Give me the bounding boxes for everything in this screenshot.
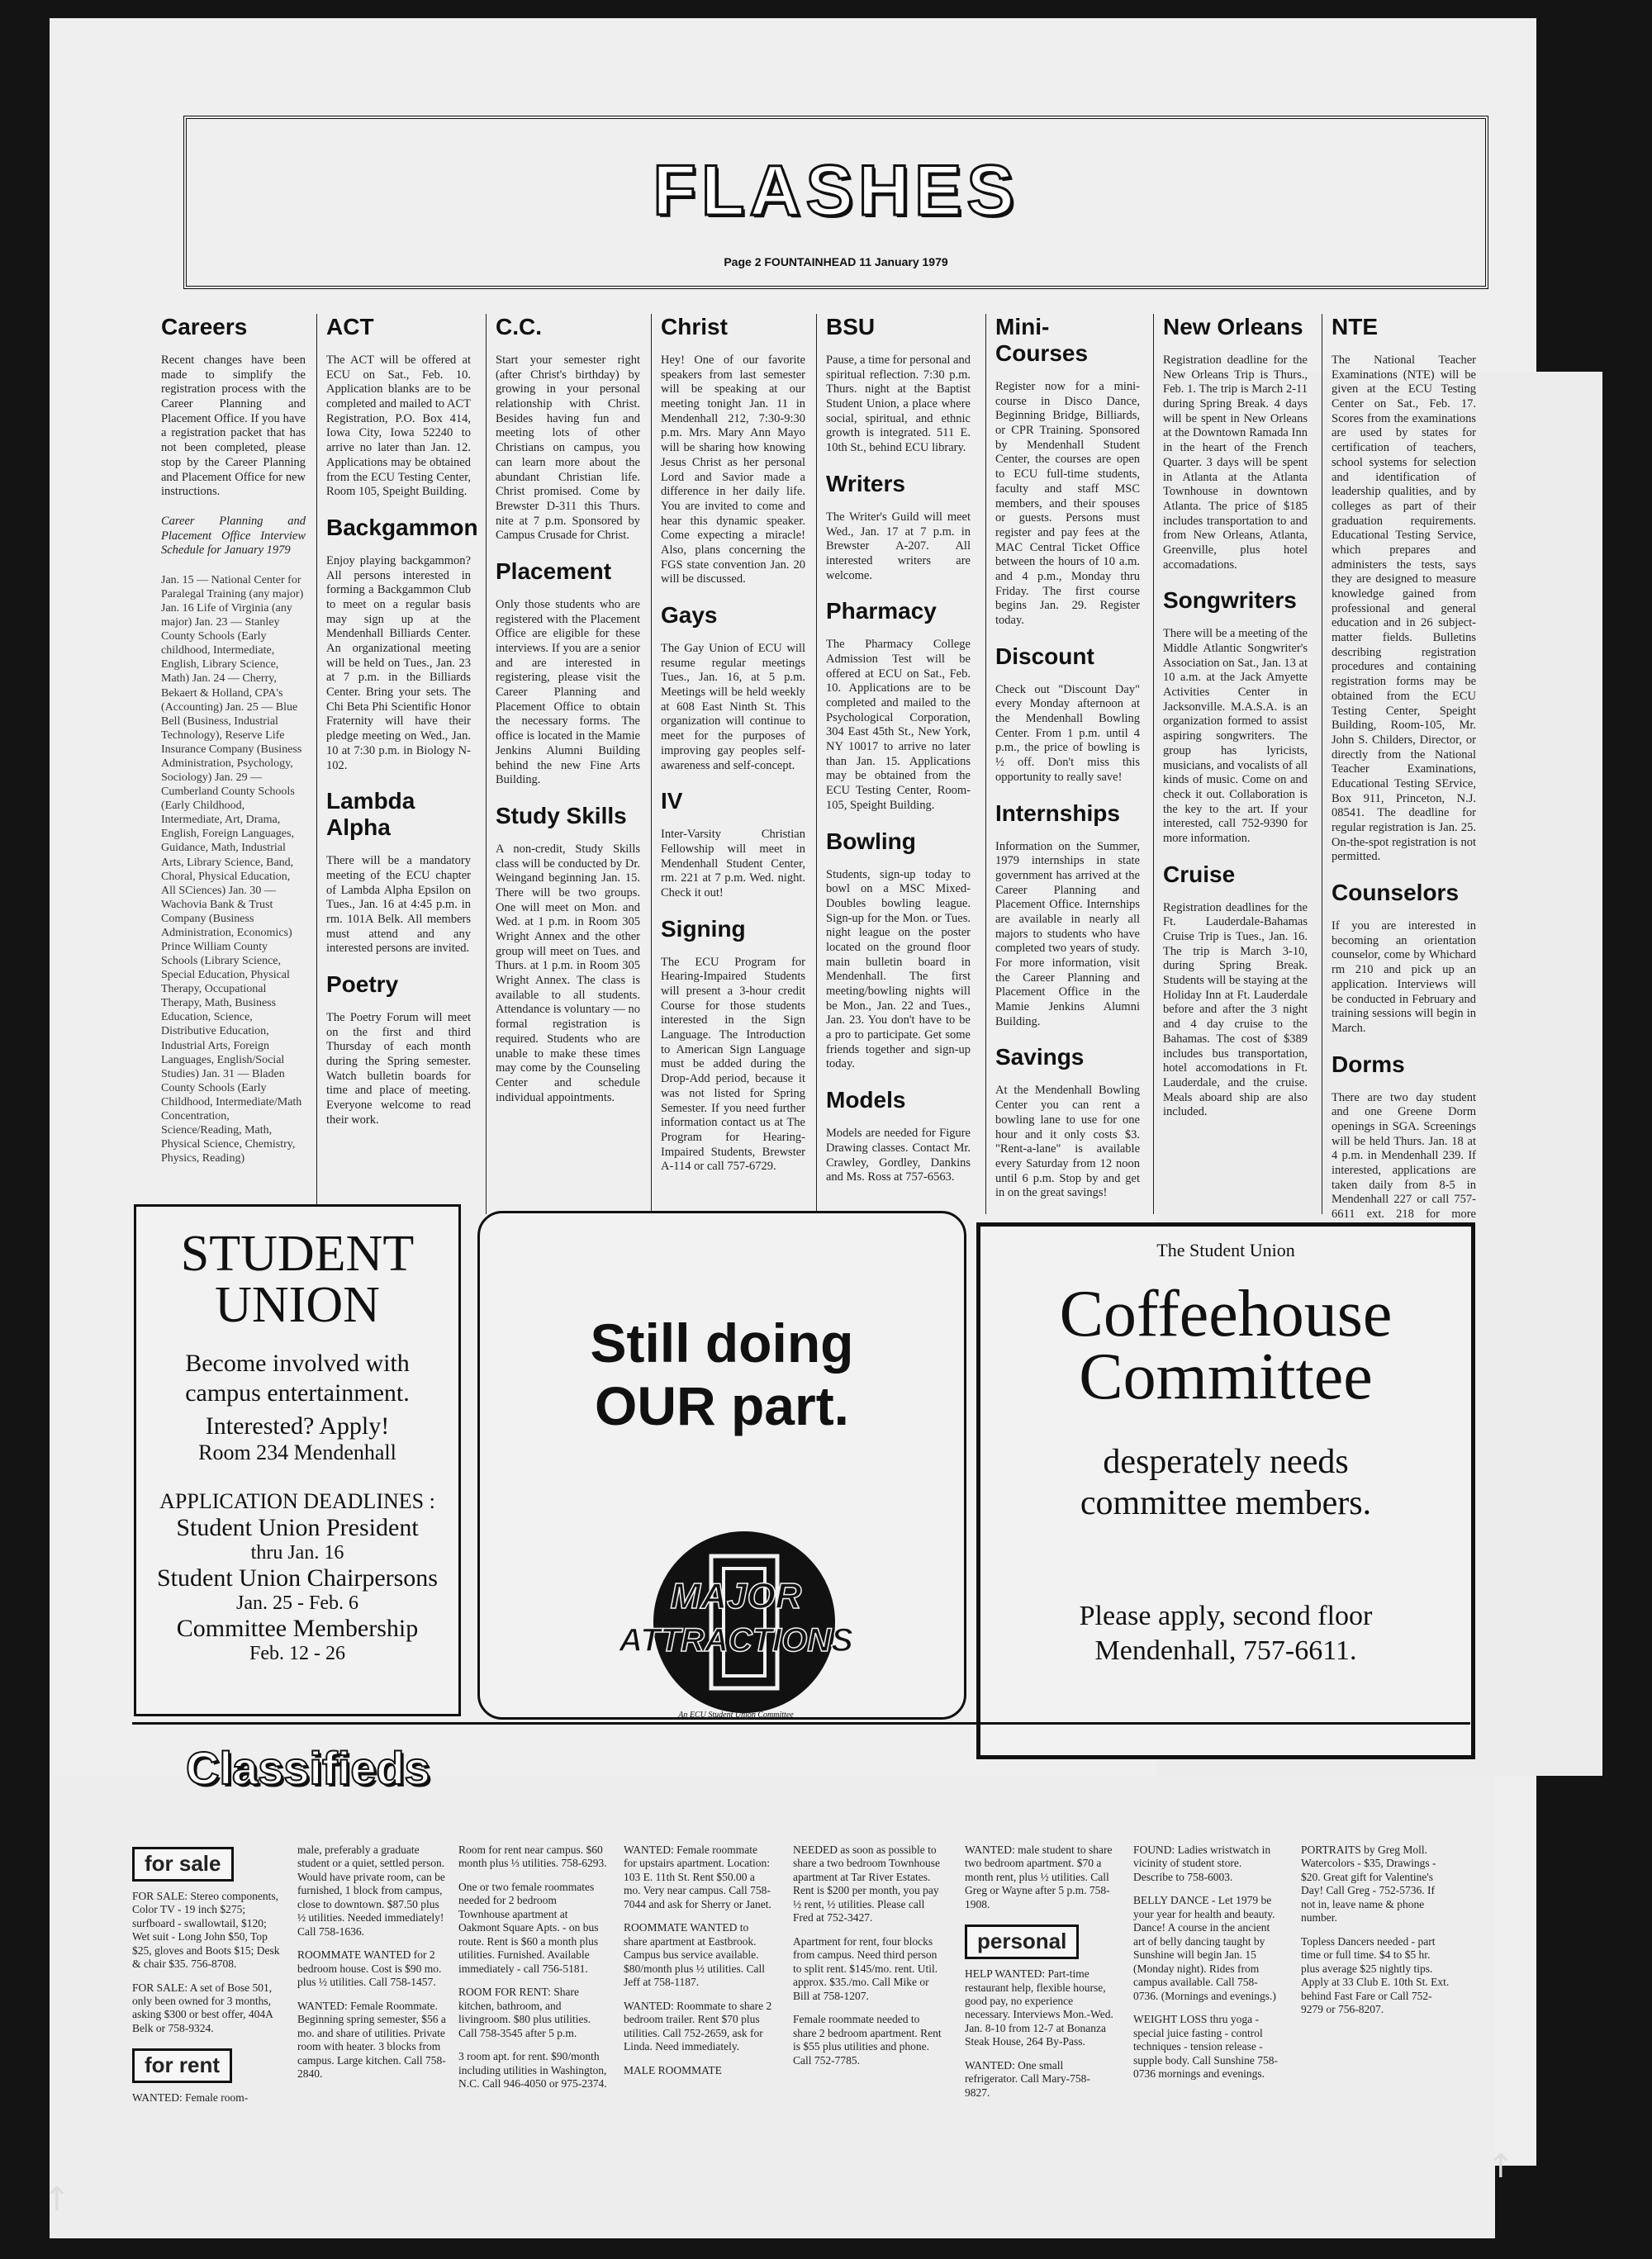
article-headline: Placement	[496, 558, 612, 584]
article-body: There will be a meeting of the Middle Atlantic Songwriter's Association on Sat., Jan. 13 at 10 a.m. at the Jack Amyette Activities Center in Jacksonville. M.A.S.A. is an organization formed to assist aspiring songwriters. The group has lyricists, musicians, and vocalists of all kinds of music. Come on and check it out. Collaboration is the key to the art. If your interested, call 752-9390 for more information.	[1163, 627, 1308, 845]
article-body: The Gay Union of ECU will resume regular meetings Tues., Jan. 16, at 5 p.m. Meetings will be held weekly at 608 East Ninth St. This organization will continue to meet for the purposes of improving gay peoples self-awareness and self-concept.	[661, 642, 805, 772]
ad-line: Committee Membership	[176, 1614, 419, 1642]
article-headline: Bowling	[826, 828, 916, 854]
ad-line: Student Union Chairpersons	[157, 1564, 438, 1592]
classified-ad: Female roommate needed to share 2 bedroom apartment. Rent is $55 plus utilities and phone. Call 752-7785.	[793, 2013, 942, 2067]
news-column	[1332, 314, 1476, 1222]
classified-column	[297, 1844, 446, 2116]
article-body: The ACT will be offered at ECU on Sat., Feb. 10. Application blanks are to be completed and mailed to ACT Registration, P.O. Box 414, Iowa City, Iowa 52240 to arrive no later than Jan. 12. Applications may be obtained from the ECU Testing Center, Room 105, Speight Building.	[326, 354, 471, 499]
classified-column	[624, 1844, 772, 2116]
article-body: Enjoy playing backgammon? All persons interested in forming a Backgammon Club to meet on a regular basis may sign up at the Mendenhall Billiards Center. An organizational meeting will be held on Tues., Jan. 23 at 7 p.m. in the Billiards Center. Bring your sets. The Chi Beta Phi Scientific Honor Fraternity will have their pledge meeting on Wed., Jan. 10 at 7:30 p.m. in Biology N-102.	[326, 553, 471, 772]
article-body: Check out "Discount Day" every Monday afternoon at the Mendenhall Bowling Center. From 1 p.m. until 4 p.m., the price of bowling is ½ off. Don't miss this opportunity to really save!	[995, 682, 1140, 784]
article-headline: Study Skills	[496, 802, 627, 828]
article-headline: Savings	[995, 1044, 1085, 1070]
major-attractions-ad	[477, 1211, 966, 1720]
classified-ad: ROOMMATE WANTED to share apartment at Eastbrook. Campus bus service available. $80/month plus ½ utilities. Call Jeff at 758-1187.	[624, 1921, 766, 1989]
ad-line: UNION	[215, 1277, 380, 1333]
article-body: Only those students who are registered with the Placement Office are eligible for these interviews. If you are a senior and are interested in registering, please visit the Career Planning and Placement Office to obtain the necessary forms. The office is located in the Mamie Jenkins Alumni Building behind the new Fine Arts Building.	[496, 597, 640, 787]
article-headline: Backgammon	[326, 514, 478, 540]
arrow-icon: ↑	[1487, 2147, 1515, 2185]
article-headline: Poetry	[326, 971, 399, 997]
column-rule	[651, 314, 652, 1214]
article-body: The ECU Program for Hearing-Impaired Students will present a 3-hour credit Course for those students interested in the Sign Language. The Introduction to American Sign Language must be added during the Drop-Add period, because it was not listed for Spring Semester. If you need further information contact us at The Program for Hearing-Impaired Students, Brewster A-114 or call 757-6729.	[661, 955, 805, 1174]
ad-line: committee members.	[1080, 1484, 1372, 1523]
for-rent-label: for rent	[132, 2048, 232, 2083]
article-body: There will be a mandatory meeting of the ECU chapter of Lambda Alpha Epsilon on Tues., Jan. 16 at 4:45 p.m. in rm. 101A Belk. All members must attend and any interested persons are invited.	[326, 854, 471, 956]
article-headline: IV	[661, 788, 683, 814]
ad-line: Jan. 25 - Feb. 6	[236, 1592, 358, 1615]
news-column	[995, 314, 1140, 1206]
page-dateline: Page 2 FOUNTAINHEAD 11 January 1979	[724, 255, 948, 268]
ad-line: desperately needs	[1103, 1443, 1349, 1481]
article-body: Start your semester right (after Christ's birthday) by growing in your personal relationship with Christ. Besides having fun and meeting lots of other Christians on campus, you can learn more about the abundant Christian life. Christ promised. Come by Brewster D-311 this Thurs. nite at 7 p.m. Sponsored by Campus Crusade for Christ.	[496, 354, 640, 543]
article-body: Information on the Summer, 1979 internships in state government has arrived at the Career Planning and Placement Office. Internships are available in nearly all majors to students who have completed two years of study. For more information, visit the Career Planning and Placement Office in the Mamie Jenkins Alumni Building.	[995, 839, 1140, 1028]
article-body: Hey! One of our favorite speakers from last semester will be speaking at our meeting tonight Jan. 11 in Mendenhall 212, 7:30-9:30 p.m. Mrs. Mary Ann Mayo will be sharing how knowing Jesus Christ as her personal Lord and Savior made a difference in her daily life. You are invited to come and hear this dynamic speaker. Come expecting a miracle! Also, plans concerning the FGS state convention Jan. 20 will be discussed.	[661, 354, 805, 586]
classified-column	[793, 1844, 942, 2116]
article-headline: Pharmacy	[826, 598, 937, 624]
article-headline: C.C.	[496, 314, 542, 339]
article-headline: Discount	[995, 643, 1094, 669]
column-rule	[816, 314, 817, 1214]
masthead	[183, 116, 1488, 289]
classified-ad: PORTRAITS by Greg Moll. Watercolors - $35, Drawings - $20. Great gift for Valentine's Day! Call Greg - 752-5736. If not in, leave name & phone number.	[1301, 1844, 1436, 1924]
article-body: Students, sign-up today to bowl on a MSC Mixed-Doubles bowling league. Sign-up for the Mon. or Tues. night league on the poster located on the ground floor main bulletin board in Mendenhall. The first meeting/bowling nights will be Mon., Jan. 22 and Tues., Jan. 23. You don't have to be a pro to participate. Get some friends together and sign-up today.	[826, 867, 971, 1071]
classified-ad: HELP WANTED: Part-time restaurant help, flexible hourse, good pay, no experience necessary. Interviews Mon.-Wed. Jan. 8-10 from 12-7 at Bonanza Steak House, 264 By-Pass.	[965, 1967, 1113, 2048]
ad-headline: Still doing	[590, 1312, 854, 1374]
classified-column	[132, 1844, 281, 2116]
article-headline: BSU	[826, 314, 876, 339]
article-headline: Signing	[661, 915, 746, 942]
ad-line: Room 234 Mendenhall	[198, 1440, 396, 1464]
classified-ad: WANTED: Roommate to share 2 bedroom trailer. Rent $70 plus utilities. Call 752-2659, ask for Linda. Need immediately.	[624, 1999, 772, 2053]
article-body: The Writer's Guild will meet Wed., Jan. 17 at 7 p.m. in Brewster A-207. All interested writers are welcome.	[826, 510, 971, 582]
article-body: Models are needed for Figure Drawing classes. Contact Mr. Crawley, Gordley, Dankins and Ms. Ross at 757-6563.	[826, 1127, 971, 1184]
section-title: FLASHES	[653, 151, 1019, 230]
classified-ad: ROOMMATE WANTED for 2 bedroom house. Cost is $90 mo. plus ½ utilities. Call 758-1457.	[297, 1948, 442, 1989]
classified-ad: male, preferably a graduate student or a quiet, settled person. Would have private room, can be furnished, 1 block from campus, close to downtown. $87.50 plus ½ utilities. Needed immediately! Call 758-1636.	[297, 1844, 445, 1938]
svg-text:An ECU Student Union Committee: An ECU Student Union Committee	[678, 1711, 794, 1720]
article-body: Registration deadline for the New Orleans Trip is Thurs., Feb. 1. The trip is March 2-11 during Spring Break. 4 days will be spent in New Orleans at the Downtown Ramada Inn in the heart of the French Quarter. 3 days will be spent in Atlanta at the Atlanta Townhouse in downtown Atlanta. The price of $185 includes transportation to and from New Orleans, Atlanta, Greenville, plus hotel accomadations.	[1163, 354, 1308, 572]
classified-ad: WANTED: Female room-	[132, 2091, 249, 2105]
classified-ad: ROOM FOR RENT: Share kitchen, bathroom, and livingroom. $80 plus utilities. Call 758-3545 after 5 p.m.	[458, 1986, 591, 2039]
article-body: The National Teacher Examinations (NTE) will be given at the ECU Testing Center on Sat., Feb. 17. Scores from the examinations are used by states for certification of teachers, school systems for selection and identification of leadership qualities, and by colleges as part of their graduation requirements. Educational Testing Service, which prepares and administers the tests, says they are designed to measure knowledge gained from professional and general education and in 26 subject-matter fields. Bulletins describing registration procedures and containing registration forms may be obtained from the ECU Testing Center, Speight Building, Room-105, Mr. John S. Childers, Director, or directly from the National Teacher Examinations, Educational Testing SErvice, Box 911, Princeton, N.J. 08541. The deadline for regular registration is Jan. 25. On-the-spot registration is not permitted.	[1332, 354, 1476, 864]
news-column	[496, 314, 640, 1206]
article-body: Jan. 15 — National Center for Paralegal Training (any major) Jan. 16 Life of Virginia (any major) Jan. 23 — Stanley County Schools (Early childhood, Intermediate, English, Library Science, Math) Jan. 24 — Cherry, Bekaert & Holland, CPA's (Accounting) Jan. 25 — Blue Bell (Business, Industrial Technology), Reserve Life Insurance Company (Business Administration, Psychology, Sociology) Jan. 29 — Cumberland County Schools (Early Childhood, Intermediate, Art, Drama, English, Foreign Languages, Guidance, Math, Industrial Arts, Library Science, Band, Choral, Physical Education, All SCiences) Jan. 30 — Wachovia Bank & Trust Company (Business Administration, Economics) Prince William County Schools (Library Science, Special Education, Physical Therapy, Occupational Therapy, Math, Business Education, Science, Distributive Education, Industrial Arts, Foreign Languages, English/Social Studies) Jan. 31 — Bladen County Schools (Early Childhood, Intermediate/Math Concentration, Science/Reading, Math, Physical Science, Chemistry, Physics, Reading)	[161, 573, 304, 1165]
ad-line: Interested? Apply!	[205, 1412, 390, 1440]
classified-ad: FOR SALE: A set of Bose 501, only been owned for 3 months, asking $300 or best offer, 404A Belk or 758-9324.	[132, 1981, 273, 2034]
article-headline: Cruise	[1163, 861, 1236, 887]
article-body: The Poetry Forum will meet on the first and third Thursday of each month during the Spring semester. Watch bulletin boards for time and place of meeting. Everyone welcome to read their work.	[326, 1011, 471, 1127]
ad-line: thru Jan. 16	[250, 1542, 344, 1564]
ad-headline: OUR part.	[594, 1374, 850, 1436]
news-column	[1163, 314, 1308, 1206]
column-rule	[486, 314, 487, 1214]
classified-ad: Topless Dancers needed - part time or full time. $4 to $5 hr. plus average $25 nightly tips. Apply at 33 Club E. 10th St. Ext. behind Fast Fare or Call 752-9279 or 756-8207.	[1301, 1934, 1450, 2016]
classified-column	[1133, 1844, 1282, 2116]
classified-ad: FOR SALE: Stereo components, Color TV - 19 inch $275; surfboard - swallowtail, $120; Wet suit - Long John $50, Top $25, gloves and Boots $15; Desk & chair $35. 756-8708.	[132, 1889, 280, 1971]
for-sale-label: for sale	[132, 1847, 234, 1882]
article-headline: Dorms	[1332, 1051, 1405, 1077]
classified-column	[1301, 1844, 1450, 2116]
ad-headline: Committee	[1079, 1341, 1373, 1413]
article-headline: Careers	[161, 314, 248, 339]
ad-line: STUDENT	[180, 1226, 415, 1282]
ad-line: Please apply, second floor	[1079, 1600, 1373, 1631]
coffeehouse-ad	[976, 1222, 1475, 1759]
classified-column	[458, 1844, 607, 2116]
classified-ad: WANTED: male student to share two bedroom apartment. $70 a month rent, plus ½ utilities. Call Greg or Wayne after 5 p.m. 758-1908.	[965, 1844, 1113, 1910]
ad-line: Become involved with	[185, 1350, 410, 1377]
article-headline: Internships	[995, 800, 1120, 826]
classifieds-rule	[132, 1722, 1470, 1725]
classified-ad: WANTED: Female roommate for upstairs apartment. Location: 103 E. 11th St. Rent $50.00 a mo. Very near campus. Call 758-7044 and ask for Sherry or Janet.	[624, 1844, 771, 1910]
classified-ad: BELLY DANCE - Let 1979 be your year for health and beauty. Dance! A course in the ancient art of belly dancing taught by Sunshine will begin Jan. 15 (Monday night). Rides from campus available. Call 758-0736. (Mornings and evenings.)	[1133, 1894, 1276, 2002]
classified-ad: WEIGHT LOSS thru yoga - special juice fasting - control techniques - tension release - supple body. Call Sunshine 758-0736 mornings and evenings.	[1133, 2013, 1278, 2081]
article-headline: NTE	[1332, 314, 1378, 339]
article-body: At the Mendenhall Bowling Center you can rent a bowling lane to use for one hour and it only costs $3. "Rent-a-lane" is available every Saturday from 12 noon until 6 p.m. Stop by and get in on the great savings!	[995, 1084, 1140, 1200]
classified-ad: WANTED: Female Roommate. Beginning spring semester, $56 a mo. and share of utilities. Private room with heater. 3 blocks from campus. Large kitchen. Call 758-2840.	[297, 1999, 446, 2081]
article-headline: New Orleans	[1163, 314, 1303, 339]
article-headline: Models	[826, 1087, 906, 1113]
article-headline: Writers	[826, 470, 905, 496]
student-union-ad	[134, 1204, 461, 1716]
article-body: Registration deadlines for the Ft. Lauderdale-Bahamas Cruise Trip is Tues., Jan. 16. The trip is March 3-10, during Spring Break. Students will be staying at the Holiday Inn at Ft. Lauderdale before and after the 3 night and 4 day cruise to the Bahamas. The cost of $389 includes bus transportation, hotel accomodations in Ft. Lauderdale, and the cruise. Meals aboard ship are also included.	[1163, 900, 1308, 1119]
column-rule	[1153, 314, 1154, 1214]
column-rule	[316, 314, 317, 1214]
ad-line: Student Union President	[176, 1513, 419, 1541]
personal-label: personal	[965, 1924, 1079, 1959]
article-headline: Mini-Courses	[995, 314, 1089, 366]
article-headline: Counselors	[1332, 880, 1460, 906]
column-rule	[985, 314, 986, 1214]
article-body: Inter-Varsity Christian Fellowship will meet in Mendenhall Student Center, rm. 221 at 7 p.m. Wed. night. Check it out!	[661, 828, 805, 899]
article-body: Recent changes have been made to simplify the registration process with the Career Planning and Placement Office. If you have a registration packet that has not been completed, please stop by the Career Planning and Placement Office for new instructions.	[161, 354, 306, 499]
ad-line: campus entertainment.	[185, 1379, 410, 1407]
article-headline: ACT	[326, 314, 374, 339]
classified-ad: One or two female roommates needed for 2 bedroom Townhouse apartment at Oakmont Square Apts. - on bus route. Rent is $60 a month plus utilities. Furnished. Available immediately - call 756-5181.	[458, 1880, 599, 1975]
news-column	[661, 314, 805, 1206]
article-headline: Lambda Alpha	[326, 788, 415, 841]
news-column	[161, 314, 306, 1206]
classified-ad: Room for rent near campus. $60 month plus ⅓ utilities. 758-6293.	[458, 1844, 607, 1870]
article-headline: Songwriters	[1163, 587, 1297, 614]
ad-line: Feb. 12 - 26	[249, 1643, 345, 1665]
ad-line: APPLICATION DEADLINES :	[159, 1488, 435, 1513]
article-headline: Gays	[661, 602, 718, 628]
classified-ad: FOUND: Ladies wristwatch in vicinity of student store. Describe to 758-6003.	[1133, 1844, 1271, 1883]
news-column	[826, 314, 971, 1206]
news-column	[326, 314, 478, 1206]
ad-line: The Student Union	[1156, 1240, 1295, 1260]
classifieds-title: Classifieds	[186, 1742, 430, 1794]
classified-ad: NEEDED as soon as possible to share a two bedroom Townhouse apartment at Tar River Estates. Rent is $200 per month, you pay ½ rent, ½ utilities. Please call Fred at 752-3427.	[793, 1844, 941, 1924]
classified-ad: 3 room apt. for rent. $90/month including utilities in Washington, N.C. Call 946-4050 or 975-2374.	[458, 2050, 607, 2091]
article-body: Pause, a time for personal and spiritual reflection. 7:30 p.m. Thurs. night at the Baptist Student Union, a place where social, spiritual, and ethnic growth is integrated. 511 E. 10th St., behind ECU library.	[826, 354, 971, 455]
article-body: The Pharmacy College Admission Test will be offered at ECU on Sat., Feb. 10. Applications are to be completed and mailed to the Psychological Corporation, 304 East 45th St., New York, NY 10017 to arrive no later than Jan. 15. Applications may be obtained from the ECU Testing Center, Room-105, Speight Building.	[826, 638, 971, 812]
svg-text:ATTRACTIONS: ATTRACTIONS	[619, 1622, 853, 1659]
classified-ad: WANTED: One small refrigerator. Call Mary-758-9827.	[965, 2058, 1090, 2099]
article-body: Career Planning and Placement Office Interview Schedule for January 1979	[161, 514, 306, 558]
classified-column	[965, 1844, 1113, 2116]
logo-text: MAJOR	[670, 1576, 802, 1616]
article-body: If you are interested in becoming an orientation counselor, come by Whichard rm 210 and pick up an application. Interviews will be conducted in February and training sessions will begin in March.	[1332, 919, 1476, 1035]
ad-headline: Coffeehouse	[1059, 1278, 1393, 1350]
major-attractions-logo	[604, 1519, 868, 1725]
article-body: A non-credit, Study Skills class will be conducted by Dr. Weingand beginning Jan. 15. There will be two groups. One will meet on Mon. and Wed. at 1 p.m. in Room 305 Wright Annex and the other group will meet on Tues. and Thurs. at 1 p.m. in Room 305 Wright Annex. The class is available to all students. Attendance is voluntary — no formal registration is required. Students who are unable to make these times may come by the Counseling Center and schedule individual appointments.	[496, 842, 640, 1104]
article-body: There are two day student and one Greene Dorm openings in SGA. Screenings will be held Thurs. Jan. 18 at 4 p.m. in Mendenhall 239. If interested, applications are taken daily from 8-5 in Mendenhall 227 or call 757-6611 ext. 218 for more	[1332, 1090, 1476, 1222]
classified-ad: Apartment for rent, four blocks from campus. Need third person to split rent. $145/mo. rent. Util. approx. $35./mo. Call Mike or Bill at 758-1207.	[793, 1934, 938, 2002]
article-headline: Christ	[661, 314, 728, 339]
classified-ad: MALE ROOMMATE	[624, 2063, 722, 2076]
ad-line: Mendenhall, 757-6611.	[1094, 1635, 1357, 1667]
article-body: Register now for a mini-course in Disco Dance, Beginning Bridge, Billiards, or CPR Training. Sponsored by Mendenhall Student Center, the courses are open to ECU full-time students, faculty and staff MSC members, and their spouses or guests. Persons must register and pay fees at the MAC Central Ticket Office between the hours of 10 a.m. and 4 p.m., Monday thru Friday. The first course begins Jan. 29. Register today.	[995, 380, 1140, 627]
arrow-icon: ↑	[43, 2181, 71, 2219]
